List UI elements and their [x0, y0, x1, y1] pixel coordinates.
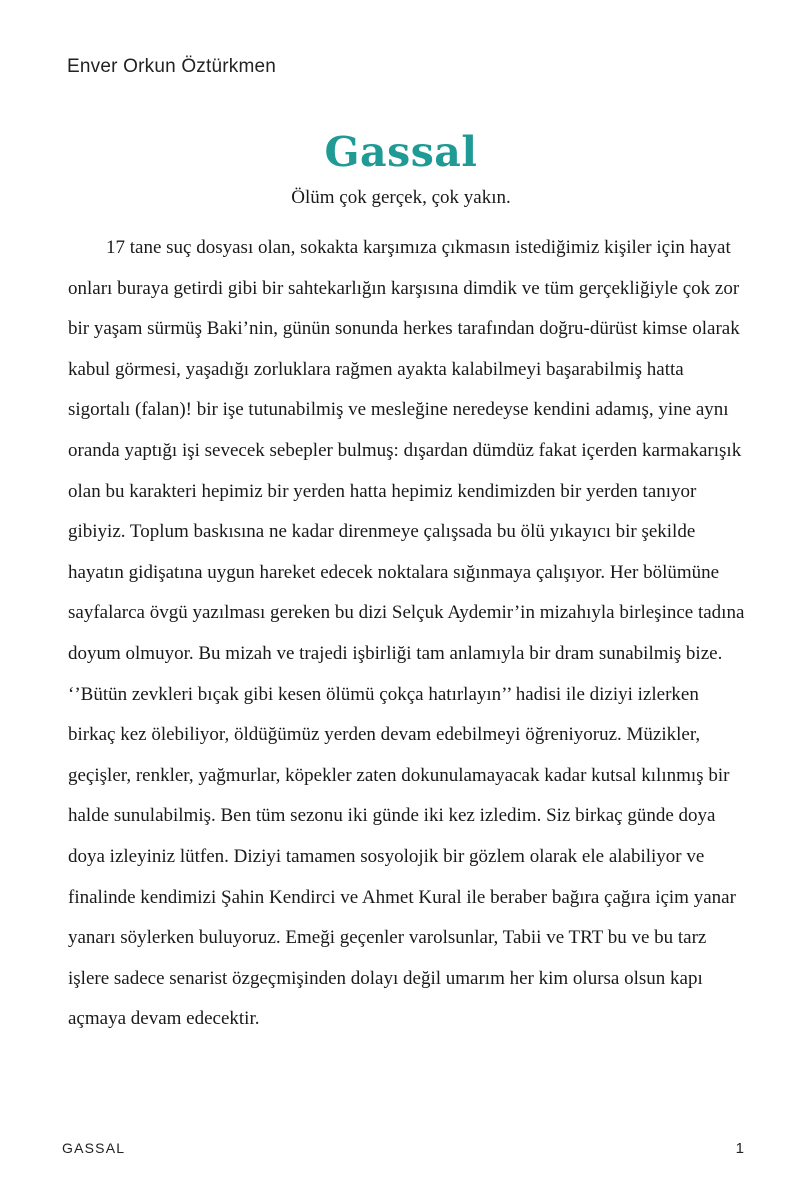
page-number: 1: [735, 1140, 744, 1157]
article-body: 17 tane suç dosyası olan, sokakta karşımıza çıkmasın istediğimiz kişiler için hayat onları buraya getirdi gibi bir sahtekarlığın karşısına dimdik ve tüm gerçekliğiyle çok zor bir yaşam sürmüş Baki’nin, günün sonunda herkes tarafından doğru-dürüst kimse olarak kabul görmesi, yaşadığı zorluklara rağmen ayakta kalabilmeyi başarabilmiş hatta sigortalı (falan)! bir işe tutunabilmiş ve mesleğine neredeyse kendini adamış, yine aynı oranda yaptığı işi sevecek sebepler bulmuş: dışardan dümdüz fakat içerden karmakarışık olan bu karakteri hepimiz bir yerden hatta hepimiz kendimizden bir yerden tanıyor gibiyiz. Toplum baskısına ne kadar direnmeye çalışsada bu ölü yıkayıcı bir şekilde hayatın gidişatına uygun hareket edecek noktalara sığınmaya çalışıyor. Her bölümüne sayfalarca övgü yazılması gereken bu dizi Selçuk Aydemir’in mizahıyla birleşince tadına doyum olmuyor. Bu mizah ve trajedi işbirliği tam anlamıyla bir dram sunabilmiş bize. ‘’Bütün zevkleri bıçak gibi kesen ölümü çokça hatırlayın’’ hadisi ile diziyi izlerken birkaç kez ölebiliyor, öldüğümüz yerden devam edebilmeyi öğreniyoruz. Müzikler, geçişler, renkler, yağmurlar, köpekler zaten dokunulamayacak kadar kutsal kılınmış bir halde sunulabilmiş. Ben tüm sezonu iki günde iki kez izledim. Siz birkaç günde doya doya izleyiniz lütfen. Diziyi tamamen sosyolojik bir gözlem olarak ele alabiliyor ve finalinde kendimizi Şahin Kendirci ve Ahmet Kural ile beraber bağıra çağıra içim yanar yanarı söylerken buluyoruz. Emeği geçenler varolsunlar, Tabii ve TRT bu ve bu tarz işlere sadece senarist özgeçmişinden dolayı değil umarım her kim olursa olsun kapı açmaya devam edecektir.: [68, 237, 745, 1030]
article-title: Gassal: [324, 128, 478, 176]
article-subtitle: Ölüm çok gerçek, çok yakın.: [291, 187, 511, 208]
footer-running-title: GASSAL: [62, 1140, 126, 1156]
author-name: Enver Orkun Öztürkmen: [67, 56, 277, 77]
